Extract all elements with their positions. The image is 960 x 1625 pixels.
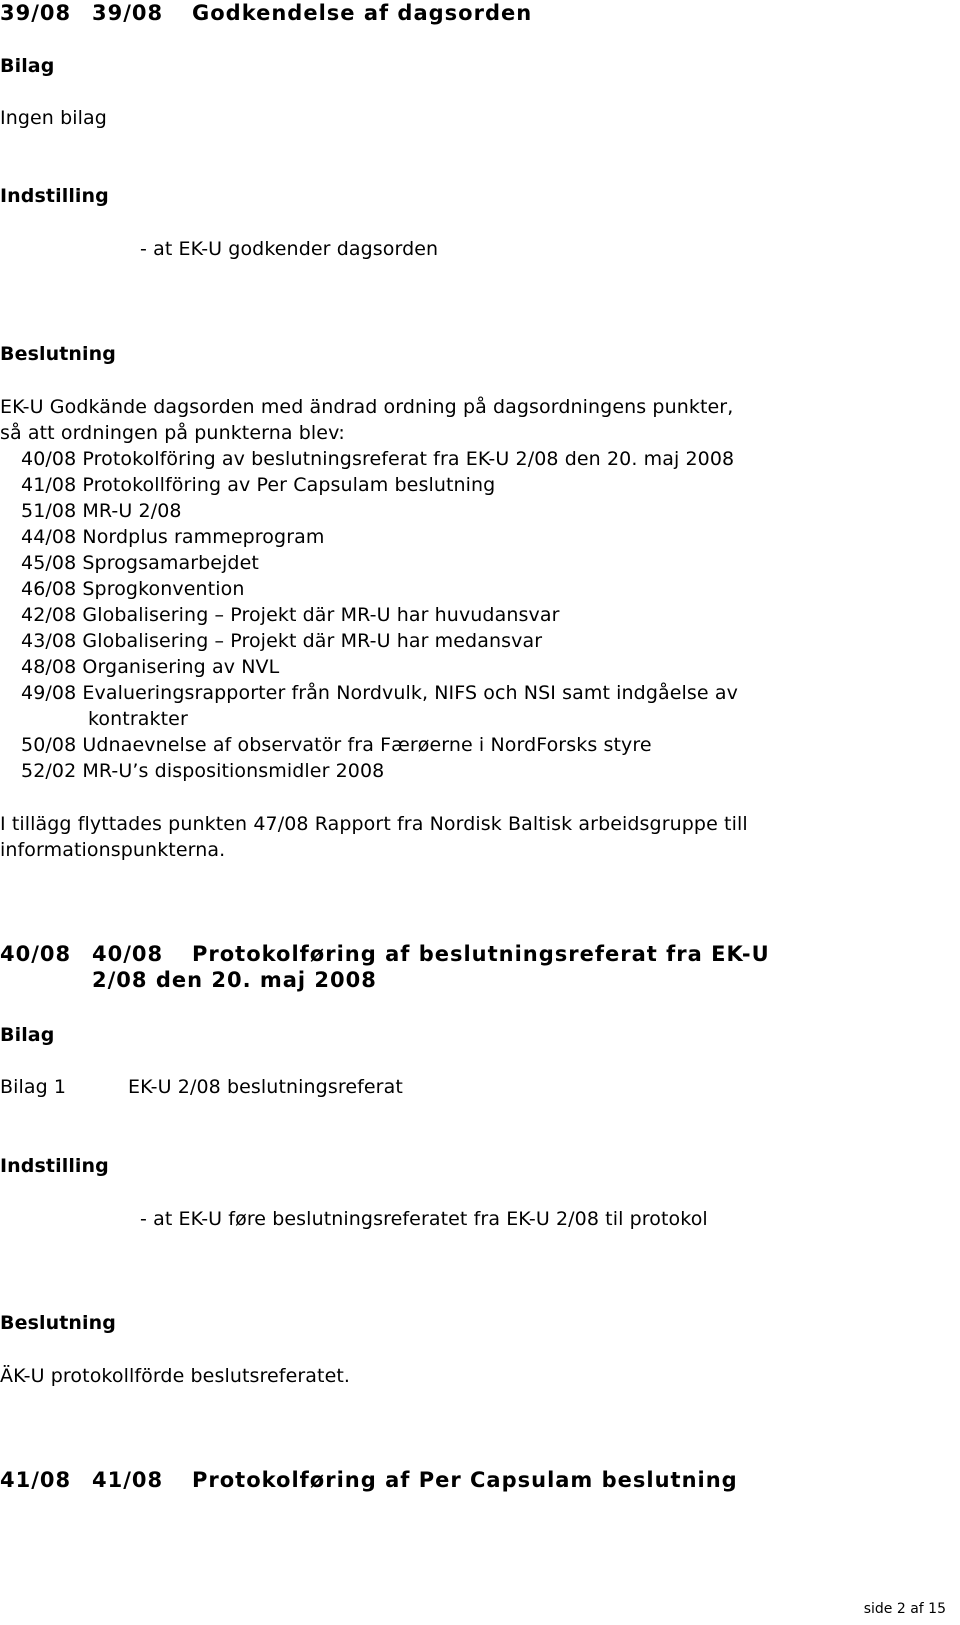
agenda-item: 45/08 Sprogsamarbejdet — [21, 552, 259, 574]
section-title: Godkendelse af dagsorden — [192, 1, 533, 25]
agenda-item: 41/08 Protokollföring av Per Capsulam beslutning — [21, 474, 496, 496]
beslutning-label: Beslutning — [0, 343, 116, 365]
section-number: 41/08 — [92, 1468, 164, 1492]
bilag-item-text: EK-U 2/08 beslutningsreferat — [128, 1076, 403, 1098]
bilag-label: Bilag — [0, 1024, 55, 1046]
section-number: 39/08 — [0, 1, 72, 25]
agenda-item: 50/08 Udnaevnelse af observatör fra Færøerne i NordForsks styre — [21, 734, 652, 756]
agenda-item-continuation: kontrakter — [88, 708, 188, 730]
agenda-item: 40/08 Protokolföring av beslutningsreferat fra EK-U 2/08 den 20. maj 2008 — [21, 448, 735, 470]
section-title: Protokolføring af beslutningsreferat fra EK-U — [192, 942, 770, 966]
section-number: 40/08 — [92, 942, 164, 966]
agenda-item: 48/08 Organisering av NVL — [21, 656, 280, 678]
indstilling-text: - at EK-U godkender dagsorden — [140, 238, 439, 260]
tillagg-text: informationspunkterna. — [0, 839, 226, 861]
section-number: 39/08 — [92, 1, 164, 25]
agenda-item: 46/08 Sprogkonvention — [21, 578, 245, 600]
section-title: Protokolføring af Per Capsulam beslutning — [192, 1468, 738, 1492]
agenda-item: 51/08 MR-U 2/08 — [21, 500, 182, 522]
section-number: 40/08 — [0, 942, 72, 966]
section-title: 2/08 den 20. maj 2008 — [92, 968, 377, 992]
agenda-item: 49/08 Evalueringsrapporter från Nordvulk, NIFS och NSI samt indgåelse av — [21, 682, 738, 704]
bilag-label: Bilag — [0, 55, 55, 77]
page-number: side 2 af 15 — [863, 1601, 946, 1617]
agenda-item: 43/08 Globalisering – Projekt där MR-U har medansvar — [21, 630, 543, 652]
bilag-item-label: Bilag 1 — [0, 1076, 67, 1098]
beslutning-label: Beslutning — [0, 1312, 116, 1334]
section-number: 41/08 — [0, 1468, 72, 1492]
agenda-item: 44/08 Nordplus rammeprogram — [21, 526, 325, 548]
beslutning-text: EK-U Godkände dagsorden med ändrad ordning på dagsordningens punkter, — [0, 396, 734, 418]
tillagg-text: I tillägg flyttades punkten 47/08 Rapport fra Nordisk Baltisk arbeidsgruppe till — [0, 813, 748, 835]
beslutning-text: ÄK-U protokollförde beslutsreferatet. — [0, 1365, 351, 1387]
agenda-item: 42/08 Globalisering – Projekt där MR-U har huvudansvar — [21, 604, 560, 626]
indstilling-text: - at EK-U føre beslutningsreferatet fra EK-U 2/08 til protokol — [140, 1208, 708, 1230]
beslutning-text: så att ordningen på punkterna blev: — [0, 422, 345, 444]
bilag-text: Ingen bilag — [0, 107, 107, 129]
agenda-item: 52/02 MR-U’s dispositionsmidler 2008 — [21, 760, 385, 782]
indstilling-label: Indstilling — [0, 1155, 109, 1177]
indstilling-label: Indstilling — [0, 185, 109, 207]
